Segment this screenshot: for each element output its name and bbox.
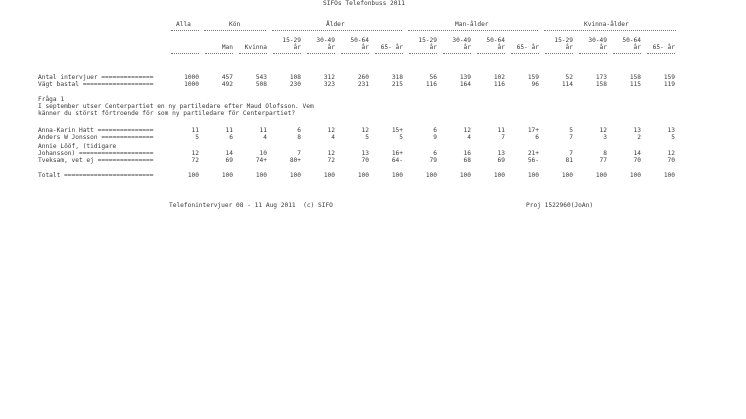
- table-cell: 13: [361, 150, 369, 157]
- column-rule: [273, 53, 301, 54]
- table-cell: 1000: [184, 74, 199, 81]
- table-cell: 100: [595, 172, 607, 179]
- column-rule: [579, 53, 607, 54]
- column-rule: [171, 53, 199, 54]
- table-cell: 14: [633, 150, 641, 157]
- table-cell: 69: [497, 157, 505, 164]
- table-cell: 15+: [391, 127, 403, 134]
- table-cell: 64-: [391, 157, 403, 164]
- table-cell: 96: [531, 81, 539, 88]
- group-rule-man-alder: [408, 30, 538, 31]
- table-cell: 12: [361, 127, 369, 134]
- table-cell: 9: [433, 134, 437, 141]
- column-rule: [477, 53, 505, 54]
- table-cell: 6: [433, 150, 437, 157]
- table-cell: 4: [467, 134, 471, 141]
- table-cell: 69: [225, 157, 233, 164]
- column-header-top: 15-29: [418, 37, 437, 44]
- table-cell: 12: [599, 127, 607, 134]
- footer-left: Telefonintervjuer 08 - 11 Aug 2011 (c) SIFO: [169, 202, 333, 209]
- table-cell: 2: [637, 134, 641, 141]
- table-cell: 100: [255, 172, 267, 179]
- table-cell: 164: [459, 81, 471, 88]
- table-cell: 13: [667, 127, 675, 134]
- table-cell: 12: [667, 150, 675, 157]
- table-cell: 7: [569, 150, 573, 157]
- table-cell: 52: [565, 74, 573, 81]
- column-rule: [409, 53, 437, 54]
- row-label: Anders W Jonsson ==============: [38, 134, 154, 141]
- column-header-top: 50-64: [622, 37, 641, 44]
- column-header-bottom: år: [565, 44, 573, 51]
- row-label: Johansson) ====================: [38, 150, 154, 157]
- row-label: Antal intervjuer ==============: [38, 74, 154, 81]
- table-cell: 56-: [527, 157, 539, 164]
- table-cell: 100: [289, 172, 301, 179]
- group-header-alla: Alla: [176, 21, 191, 28]
- table-cell: 8: [297, 134, 301, 141]
- row-label: Anna-Karin Hatt ===============: [38, 127, 154, 134]
- group-rule-alder: [272, 30, 402, 31]
- table-cell: 70: [361, 157, 369, 164]
- table-cell: 100: [187, 172, 199, 179]
- table-cell: 158: [595, 81, 607, 88]
- group-header-alder: Ålder: [326, 21, 345, 28]
- table-cell: 81: [565, 157, 573, 164]
- table-cell: 12: [327, 150, 335, 157]
- table-cell: 6: [433, 127, 437, 134]
- table-cell: 12: [191, 150, 199, 157]
- column-header-top: 30-49: [588, 37, 607, 44]
- table-cell: 13: [497, 150, 505, 157]
- column-header-bottom: år: [293, 44, 301, 51]
- table-cell: 79: [429, 157, 437, 164]
- column-rule: [205, 53, 233, 54]
- column-rule: [613, 53, 641, 54]
- table-cell: 312: [323, 74, 335, 81]
- column-header-top: 50-64: [350, 37, 369, 44]
- table-cell: 230: [289, 81, 301, 88]
- group-header-kon: Kön: [229, 21, 241, 28]
- table-cell: 139: [459, 74, 471, 81]
- table-cell: 12: [463, 127, 471, 134]
- group-rule-alla: [171, 30, 199, 31]
- column-header-bottom: år: [429, 44, 437, 51]
- column-header-top: 50-64: [486, 37, 505, 44]
- footer-right: Proj 1522960(JoAn): [526, 202, 594, 209]
- table-cell: 158: [629, 74, 641, 81]
- table-cell: 159: [663, 74, 675, 81]
- table-cell: 108: [289, 74, 301, 81]
- question-text-line2: känner du störst förtroende för som ny partiledare för Centerpartiet?: [38, 110, 296, 117]
- table-cell: 7: [501, 134, 505, 141]
- table-cell: 5: [195, 134, 199, 141]
- column-header-top: 15-29: [282, 37, 301, 44]
- group-rule-kon: [204, 30, 266, 31]
- table-cell: 5: [365, 134, 369, 141]
- table-cell: 12: [327, 127, 335, 134]
- table-cell: 77: [599, 157, 607, 164]
- table-cell: 72: [327, 157, 335, 164]
- table-cell: 100: [357, 172, 369, 179]
- column-rule: [239, 53, 267, 54]
- table-cell: 70: [667, 157, 675, 164]
- table-cell: 10: [259, 150, 267, 157]
- table-cell: 100: [221, 172, 233, 179]
- column-header-top: 30-49: [316, 37, 335, 44]
- table-cell: 260: [357, 74, 369, 81]
- table-cell: 492: [221, 81, 233, 88]
- table-cell: 56: [429, 74, 437, 81]
- table-cell: 114: [561, 81, 573, 88]
- table-cell: 16+: [391, 150, 403, 157]
- column-header-bottom: Man: [221, 44, 233, 51]
- column-header-bottom: år: [599, 44, 607, 51]
- table-cell: 116: [493, 81, 505, 88]
- column-header-top: 30-49: [452, 37, 471, 44]
- table-cell: 1000: [184, 81, 199, 88]
- table-cell: 8: [603, 150, 607, 157]
- table-cell: 14: [225, 150, 233, 157]
- table-cell: 4: [263, 134, 267, 141]
- table-cell: 115: [629, 81, 641, 88]
- column-header-bottom: år: [633, 44, 641, 51]
- column-rule: [511, 53, 539, 54]
- column-rule: [443, 53, 471, 54]
- table-cell: 6: [229, 134, 233, 141]
- table-cell: 318: [391, 74, 403, 81]
- table-cell: 159: [527, 74, 539, 81]
- table-cell: 13: [633, 127, 641, 134]
- table-cell: 21+: [527, 150, 539, 157]
- table-cell: 11: [497, 127, 505, 134]
- table-cell: 119: [663, 81, 675, 88]
- row-label: Annie Lööf, (tidigare: [38, 143, 117, 150]
- table-cell: 11: [225, 127, 233, 134]
- table-cell: 323: [323, 81, 335, 88]
- question-text-line1: I september utser Centerpartiet en ny partiledare efter Maud Olofsson. Vem: [38, 103, 314, 110]
- column-header-bottom: 65- år: [652, 44, 675, 51]
- question-label: Fråga 1: [38, 96, 65, 103]
- table-cell: 100: [527, 172, 539, 179]
- table-cell: 116: [425, 81, 437, 88]
- table-cell: 102: [493, 74, 505, 81]
- table-cell: 215: [391, 81, 403, 88]
- table-cell: 6: [297, 127, 301, 134]
- table-cell: 17+: [527, 127, 539, 134]
- column-rule: [375, 53, 403, 54]
- table-cell: 4: [331, 134, 335, 141]
- table-cell: 231: [357, 81, 369, 88]
- column-header-bottom: 65- år: [516, 44, 539, 51]
- table-cell: 100: [629, 172, 641, 179]
- group-rule-kvinna-alder: [544, 30, 676, 31]
- table-cell: 508: [255, 81, 267, 88]
- column-rule: [307, 53, 335, 54]
- table-cell: 100: [459, 172, 471, 179]
- column-header-bottom: år: [361, 44, 369, 51]
- table-cell: 5: [671, 134, 675, 141]
- table-cell: 74+: [255, 157, 267, 164]
- table-cell: 80+: [289, 157, 301, 164]
- table-cell: 5: [569, 127, 573, 134]
- column-header-bottom: Kvinna: [244, 44, 267, 51]
- table-cell: 5: [399, 134, 403, 141]
- table-cell: 7: [297, 150, 301, 157]
- table-cell: 11: [259, 127, 267, 134]
- table-cell: 100: [323, 172, 335, 179]
- column-header-bottom: år: [327, 44, 335, 51]
- row-label: Totalt ========================: [38, 172, 154, 179]
- column-header-top: 15-29: [554, 37, 573, 44]
- table-cell: 100: [493, 172, 505, 179]
- row-label: Tveksam, vet ej ===============: [38, 157, 154, 164]
- table-cell: 457: [221, 74, 233, 81]
- table-cell: 100: [561, 172, 573, 179]
- table-cell: 7: [569, 134, 573, 141]
- table-cell: 100: [663, 172, 675, 179]
- table-cell: 72: [191, 157, 199, 164]
- table-cell: 68: [463, 157, 471, 164]
- table-cell: 100: [391, 172, 403, 179]
- table-cell: 70: [633, 157, 641, 164]
- column-rule: [647, 53, 675, 54]
- table-cell: 173: [595, 74, 607, 81]
- table-cell: 11: [191, 127, 199, 134]
- column-rule: [341, 53, 369, 54]
- group-header-kvinna-alder: Kvinna-ålder: [584, 21, 629, 28]
- column-header-bottom: 65- år: [380, 44, 403, 51]
- table-cell: 16: [463, 150, 471, 157]
- table-cell: 543: [255, 74, 267, 81]
- report-title: SIFOs Telefonbuss 2011: [323, 0, 405, 7]
- column-header-bottom: år: [497, 44, 505, 51]
- row-label: Vägt bastal ===================: [38, 81, 154, 88]
- table-cell: 3: [603, 134, 607, 141]
- table-cell: 100: [425, 172, 437, 179]
- column-header-bottom: år: [463, 44, 471, 51]
- column-rule: [545, 53, 573, 54]
- table-cell: 6: [535, 134, 539, 141]
- group-header-man-alder: Man-ålder: [455, 21, 489, 28]
